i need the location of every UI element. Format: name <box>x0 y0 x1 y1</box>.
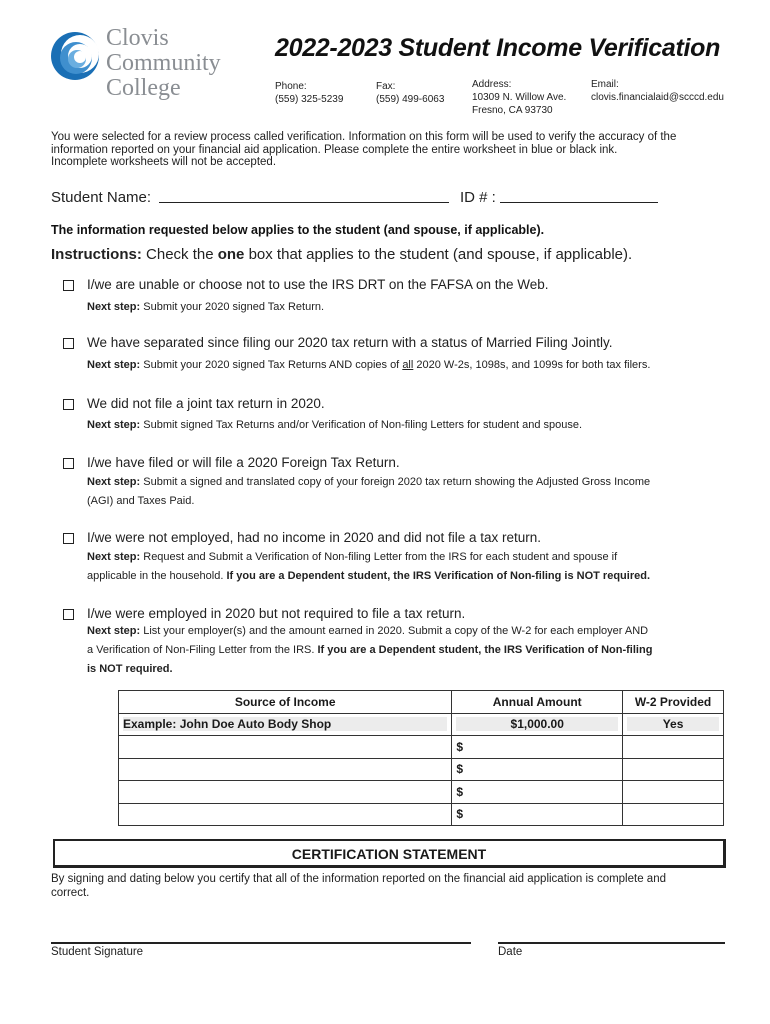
next-step-bold-note: If you are a Dependent student, the IRS Verification of Non-filing <box>317 644 653 656</box>
option-checkbox[interactable] <box>63 609 74 620</box>
column-header-w2: W-2 Provided <box>623 691 724 714</box>
option-next-step <box>87 548 737 586</box>
certification-text <box>51 872 731 900</box>
intro-paragraph <box>51 131 741 169</box>
amount-cell[interactable] <box>452 758 623 781</box>
next-step-bold-note: If you are a Dependent student, the IRS Verification of Non-filing is NOT required. <box>226 570 650 582</box>
next-step-label: Next step: <box>87 301 141 313</box>
fax-value: (559) 499-6063 <box>376 94 445 105</box>
table-row <box>119 758 724 781</box>
source-cell[interactable] <box>119 781 452 804</box>
option-text: I/we were employed in 2020 but not required to file a tax return. <box>87 606 466 621</box>
next-step-text: Submit your 2020 signed Tax Return. <box>143 301 325 313</box>
w2-cell[interactable] <box>623 781 724 804</box>
option-text: I/we are unable or choose not to use the IRS DRT on the FAFSA on the Web. <box>87 277 549 292</box>
next-step-text-2: applicable in the household. <box>87 570 224 582</box>
column-header-source: Source of Income <box>119 691 452 714</box>
next-step-text-2: (AGI) and Taxes Paid. <box>87 495 195 507</box>
next-step-label: Next step: <box>87 419 141 431</box>
amount-cell[interactable] <box>452 781 623 804</box>
next-step-label: Next step: <box>87 551 141 563</box>
option-next-step <box>87 298 737 317</box>
email-value: clovis.financialaid@scccd.edu <box>591 92 724 103</box>
next-step-text: Request and Submit a Verification of Non-filing Letter from the IRS for each student and spouse if <box>143 551 618 563</box>
certification-line-1: By signing and dating below you certify that all of the information reported on the financial aid application is complete and <box>51 873 666 885</box>
table-row <box>119 736 724 759</box>
intro-line-1: You were selected for a review process called verification. Information on this form will be used to verify the accuracy of the <box>51 131 677 143</box>
instructions <box>51 246 632 263</box>
option-text: We have separated since filing our 2020 tax return with a status of Married Filing Jointly. <box>87 335 613 350</box>
w2-cell[interactable] <box>623 736 724 759</box>
dollar-sign: $ <box>456 807 464 822</box>
option-checkbox[interactable] <box>63 280 74 291</box>
form-title: 2022-2023 Student Income Verification <box>275 34 721 62</box>
option-text: I/we were not employed, had no income in 2020 and did not file a tax return. <box>87 530 542 545</box>
next-step-text-end: 2020 W-2s, 1098s, and 1099s for both tax filers. <box>416 359 651 371</box>
address-line-2: Fresno, CA 93730 <box>472 105 553 116</box>
next-step-text: Submit signed Tax Returns and/or Verification of Non-filing Letters for student and spouse. <box>143 419 583 431</box>
logo-line-1: Clovis <box>106 25 169 51</box>
next-step-label: Next step: <box>87 476 141 488</box>
source-cell[interactable] <box>119 758 452 781</box>
column-header-amount: Annual Amount <box>452 691 623 714</box>
date-line[interactable] <box>498 942 725 944</box>
option-next-step <box>87 473 737 511</box>
intro-line-3: Incomplete worksheets will not be accepted. <box>51 156 277 168</box>
logo-line-2: Community <box>106 50 221 76</box>
next-step-label: Next step: <box>87 359 141 371</box>
table-row <box>119 781 724 804</box>
phone-block <box>275 80 343 106</box>
next-step-text: List your employer(s) and the amount earned in 2020. Submit a copy of the W-2 for each employer AND <box>143 625 649 637</box>
example-amount-cell <box>452 713 623 736</box>
student-name-label: Student Name: <box>51 189 152 206</box>
fax-label: Fax: <box>376 81 396 92</box>
example-amount: $1,000.00 <box>456 717 618 731</box>
option-next-step <box>87 356 737 375</box>
next-step-underlined: all <box>402 359 414 371</box>
student-name-field[interactable] <box>51 189 449 206</box>
w2-cell[interactable] <box>623 803 724 826</box>
table-header-row <box>119 691 724 714</box>
table-row <box>119 803 724 826</box>
option-next-step <box>87 416 737 435</box>
option-checkbox[interactable] <box>63 399 74 410</box>
income-table <box>118 690 724 826</box>
example-w2: Yes <box>627 717 719 731</box>
instructions-post: box that applies to the student (and spouse, if applicable). <box>248 246 633 263</box>
instructions-label: Instructions: <box>51 246 142 263</box>
next-step-text: Submit your 2020 signed Tax Returns AND copies of <box>143 359 400 371</box>
option-text: We did not file a joint tax return in 2020. <box>87 396 325 411</box>
college-logo <box>50 26 225 110</box>
intro-line-2: information reported on your financial aid application. Please complete the entire worksheet in blue or black ink. <box>51 143 618 156</box>
option-text: I/we have filed or will file a 2020 Foreign Tax Return. <box>87 455 400 470</box>
table-row-example <box>119 713 724 736</box>
dollar-sign: $ <box>456 762 464 777</box>
instructions-emphasis: one <box>217 246 245 263</box>
student-id-label: ID # : <box>460 189 496 206</box>
next-step-bold-note-2: is NOT required. <box>87 663 173 675</box>
amount-cell[interactable] <box>452 803 623 826</box>
option-checkbox[interactable] <box>63 338 74 349</box>
address-block <box>472 78 566 117</box>
email-label: Email: <box>591 79 619 90</box>
dollar-sign: $ <box>456 784 464 799</box>
student-name-line[interactable] <box>159 189 449 203</box>
logo-line-3: College <box>106 75 181 101</box>
option-checkbox[interactable] <box>63 533 74 544</box>
next-step-text-2: a Verification of Non-Filing Letter from the IRS. <box>87 644 315 656</box>
source-cell[interactable] <box>119 803 452 826</box>
logo-swirl-icon <box>50 28 102 88</box>
option-checkbox[interactable] <box>63 458 74 469</box>
certification-line-2: correct. <box>51 887 90 899</box>
w2-cell[interactable] <box>623 758 724 781</box>
dollar-sign: $ <box>456 739 464 754</box>
option-next-step <box>87 622 737 679</box>
email-block <box>591 78 724 104</box>
example-w2-cell <box>623 713 724 736</box>
example-source: Example: John Doe Auto Body Shop <box>123 717 447 731</box>
source-cell[interactable] <box>119 736 452 759</box>
phone-value: (559) 325-5239 <box>275 94 344 105</box>
certification-title: CERTIFICATION STATEMENT <box>53 839 726 868</box>
example-source-cell <box>119 713 452 736</box>
student-id-field[interactable] <box>460 189 658 206</box>
logo-wordmark <box>106 26 221 101</box>
signature-line[interactable] <box>51 942 471 944</box>
address-line-1: 10309 N. Willow Ave. <box>472 92 567 103</box>
phone-label: Phone: <box>275 81 307 92</box>
next-step-text: Submit a signed and translated copy of your foreign 2020 tax return showing the Adjusted Gross Income <box>143 476 651 488</box>
next-step-label: Next step: <box>87 625 141 637</box>
fax-block <box>376 80 444 106</box>
applies-note: The information requested below applies to the student (and spouse, if applicable). <box>51 223 545 237</box>
date-label: Date <box>498 946 523 958</box>
address-label: Address: <box>472 79 512 90</box>
student-id-line[interactable] <box>500 189 658 203</box>
instructions-pre: Check the <box>146 246 214 263</box>
amount-cell[interactable] <box>452 736 623 759</box>
signature-label: Student Signature <box>51 946 144 958</box>
